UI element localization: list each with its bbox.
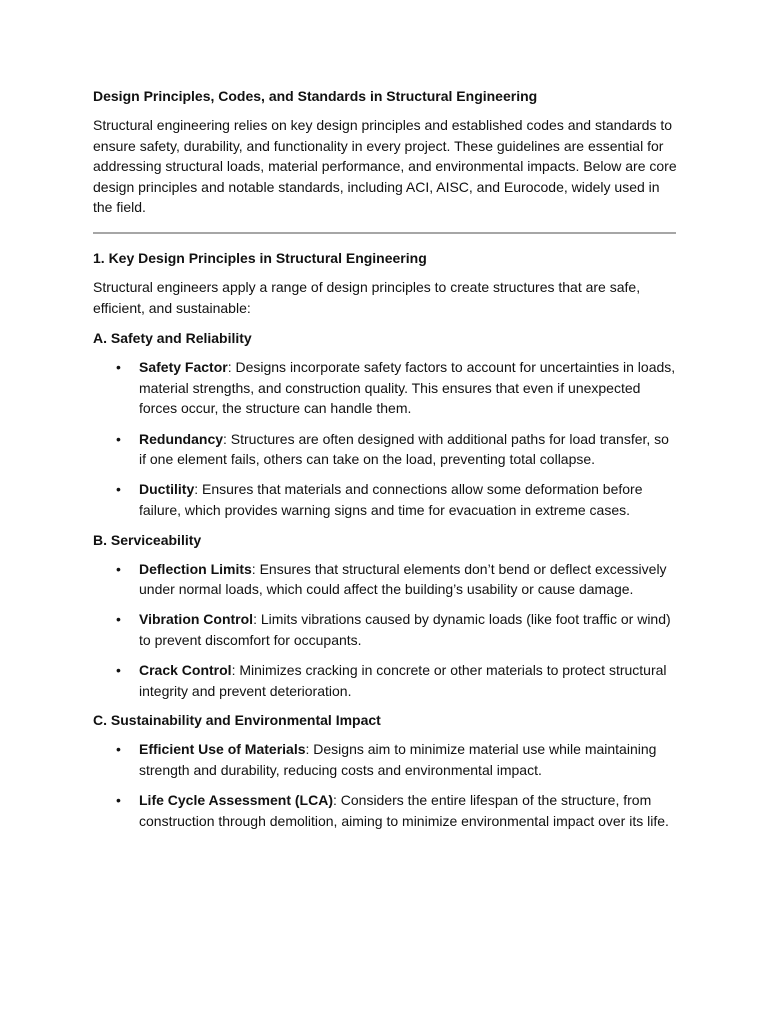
list-item-term: Vibration Control (139, 611, 254, 628)
list-item (93, 609, 677, 650)
bullet-icon: • (116, 359, 121, 376)
list-item-term: Redundancy (139, 430, 224, 447)
intro-paragraph: Structural engineering relies on key design principles and established codes and standards to ensure safety, durability, and functionality in every project. These guidelines are essential for addressing structural loads, material performance, and environmental impacts. Below are core design principles and notable standards, including ACI, AISC, and Eurocode, widely used in the field. (93, 117, 677, 216)
list-item-term: Ductility (139, 481, 195, 498)
list-item-text: : Limits vibrations caused by dynamic loads (like foot traffic or wind) to prevent discomfort for occupants. (139, 611, 671, 648)
subsection-heading-sustainability: C. Sustainability and Environmental Impact (93, 712, 381, 729)
bullet-icon: • (116, 792, 121, 809)
list-item-term: Crack Control (139, 662, 232, 679)
bullet-icon: • (116, 662, 121, 679)
list-item-text: : Ensures that materials and connections allow some deformation before failure, which provides warning signs and time for evacuation in extreme cases. (139, 481, 643, 518)
list-item-text: : Designs incorporate safety factors to account for uncertainties in loads, material strengths, and construction quality. This ensures that even if unexpected forces occur, the structure can handle them. (139, 359, 676, 417)
document-title: Design Principles, Codes, and Standards in Structural Engineering (93, 88, 538, 104)
bullet-list-safety (93, 357, 677, 520)
bullet-list-sustainability (93, 739, 677, 831)
list-item-text: : Minimizes cracking in concrete or other materials to protect structural integrity and prevent deterioration. (139, 662, 667, 699)
horizontal-divider (93, 232, 676, 234)
list-item (93, 357, 677, 419)
list-item-term: Life Cycle Assessment (LCA) (139, 792, 333, 809)
list-item-text: : Considers the entire lifespan of the structure, from construction through demolition, aiming to minimize environmental impact over its life. (139, 792, 669, 829)
bullet-icon: • (116, 741, 121, 758)
bullet-icon: • (116, 560, 121, 577)
list-item-text: : Ensures that structural elements don’t bend or deflect excessively under normal loads, which could affect the building’s usability or cause damage. (139, 560, 667, 598)
section-heading: 1. Key Design Principles in Structural Engineering (93, 249, 427, 266)
subsection-heading-serviceability: B. Serviceability (93, 531, 202, 548)
bullet-list-serviceability (93, 559, 677, 702)
list-item (93, 429, 677, 470)
list-item (93, 559, 677, 600)
bullet-icon: • (116, 430, 121, 447)
list-item (93, 660, 677, 701)
document-page (93, 86, 677, 840)
list-item-text: : Designs aim to minimize material use while maintaining strength and durability, reducing costs and environmental impact. (139, 741, 657, 778)
bullet-icon: • (116, 481, 121, 498)
list-item-term: Safety Factor (139, 359, 228, 376)
subsection-heading-safety: A. Safety and Reliability (93, 330, 252, 347)
list-item (93, 479, 677, 520)
list-item (93, 739, 677, 780)
list-item-term: Deflection Limits (139, 560, 252, 577)
list-item (93, 790, 677, 831)
list-item-term: Efficient Use of Materials (139, 741, 306, 758)
bullet-icon: • (116, 611, 121, 628)
list-item-text: : Structures are often designed with additional paths for load transfer, so if one element fails, others can take on the load, preventing total collapse. (139, 430, 669, 468)
section-lead-paragraph: Structural engineers apply a range of design principles to create structures that are safe, efficient, and sustainable: (93, 278, 641, 316)
